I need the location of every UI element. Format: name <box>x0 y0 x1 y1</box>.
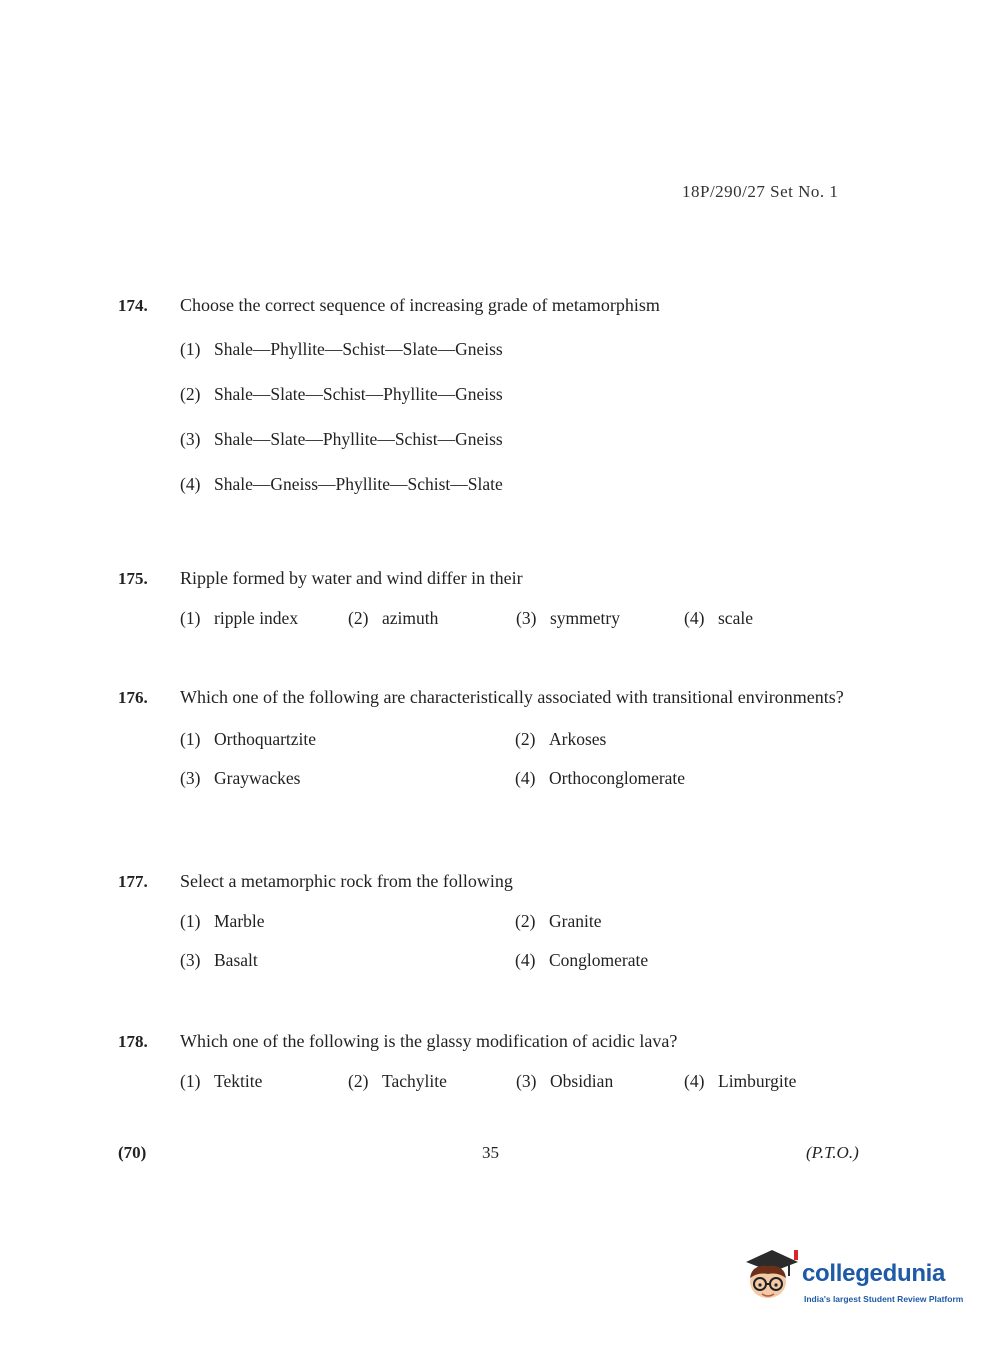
pto-label: (P.T.O.) <box>806 1143 859 1162</box>
option-number: (4) <box>684 608 705 628</box>
option-number: (2) <box>348 1071 369 1091</box>
option[interactable] <box>180 729 515 750</box>
question-number: 178. <box>118 1032 148 1051</box>
option[interactable] <box>180 950 515 971</box>
option[interactable] <box>515 729 815 750</box>
question-number: 174. <box>118 296 148 315</box>
option-text: Marble <box>214 911 265 931</box>
question-text: Which one of the following is the glassy modification of acidic lava? <box>180 1031 678 1051</box>
option[interactable] <box>180 1071 348 1092</box>
option[interactable] <box>516 1071 684 1092</box>
option-number: (3) <box>516 608 537 628</box>
option[interactable] <box>515 768 815 789</box>
option-text: Tektite <box>214 1071 263 1091</box>
option-text: Arkoses <box>549 729 607 749</box>
question-number: 177. <box>118 872 148 891</box>
option[interactable] <box>515 950 815 971</box>
option-text: Shale—Phyllite—Schist—Slate—Gneiss <box>214 339 503 359</box>
option-number: (4) <box>684 1071 705 1091</box>
option-text: Shale—Gneiss—Phyllite—Schist—Slate <box>214 474 503 494</box>
logo-wordmark: collegedunia <box>802 1260 946 1287</box>
option-text: Granite <box>549 911 602 931</box>
option[interactable] <box>180 608 348 629</box>
option-number: (2) <box>515 729 536 749</box>
options-grid <box>180 729 878 789</box>
question-174 <box>118 294 878 495</box>
option-text: Conglomerate <box>549 950 649 970</box>
option-text: Orthoquartzite <box>214 729 317 749</box>
question-176 <box>118 686 878 789</box>
option-text: Limburgite <box>718 1071 797 1091</box>
option[interactable] <box>684 608 804 629</box>
option[interactable] <box>180 768 515 789</box>
option-number: (4) <box>180 474 201 494</box>
question-text: Choose the correct sequence of increasing grade of metamorphism <box>180 295 660 315</box>
option-text: scale <box>718 608 753 628</box>
option-number: (4) <box>515 950 536 970</box>
collegedunia-logo[interactable] <box>742 1248 972 1318</box>
options-grid <box>180 911 878 971</box>
option-text: Tachylite <box>382 1071 447 1091</box>
option[interactable] <box>180 911 515 932</box>
option-number: (3) <box>180 429 201 449</box>
option-number: (2) <box>515 911 536 931</box>
page-number: 35 <box>482 1143 499 1162</box>
option-text: symmetry <box>550 608 620 628</box>
option[interactable] <box>180 339 878 360</box>
option[interactable] <box>684 1071 834 1092</box>
option-text: Shale—Slate—Phyllite—Schist—Gneiss <box>214 429 503 449</box>
question-175 <box>118 567 878 629</box>
option-number: (2) <box>180 384 201 404</box>
option[interactable] <box>348 1071 516 1092</box>
footer-code: (70) <box>118 1143 147 1162</box>
option-number: (3) <box>180 768 201 788</box>
option[interactable] <box>515 911 815 932</box>
option-number: (2) <box>348 608 369 628</box>
option[interactable] <box>180 384 878 405</box>
option-number: (1) <box>180 1071 201 1091</box>
option[interactable] <box>348 608 516 629</box>
question-177 <box>118 870 878 971</box>
option-number: (4) <box>515 768 536 788</box>
option-text: azimuth <box>382 608 439 628</box>
options-list <box>180 339 878 495</box>
option-number: (1) <box>180 339 201 359</box>
option-number: (1) <box>180 729 201 749</box>
option[interactable] <box>180 474 878 495</box>
option-number: (1) <box>180 911 201 931</box>
option-text: Shale—Slate—Schist—Phyllite—Gneiss <box>214 384 503 404</box>
set-code: 18P/290/27 Set No. 1 <box>682 182 839 201</box>
question-number: 175. <box>118 569 148 588</box>
option-number: (1) <box>180 608 201 628</box>
question-number: 176. <box>118 688 148 707</box>
option[interactable] <box>516 608 684 629</box>
question-text: Which one of the following are characteristically associated with transitional environments? <box>180 687 844 707</box>
option-text: Orthoconglomerate <box>549 768 686 788</box>
logo-tagline: India's largest Student Review Platform <box>804 1294 964 1304</box>
option-text: Graywackes <box>214 768 301 788</box>
options-row <box>180 1071 878 1092</box>
option-text: Basalt <box>214 950 258 970</box>
question-text: Select a metamorphic rock from the following <box>180 871 513 891</box>
option-text: Obsidian <box>550 1071 614 1091</box>
option-number: (3) <box>180 950 201 970</box>
option[interactable] <box>180 429 878 450</box>
option-text: ripple index <box>214 608 299 628</box>
mascot-icon <box>742 1248 800 1314</box>
question-text: Ripple formed by water and wind differ in their <box>180 568 523 588</box>
option-number: (3) <box>516 1071 537 1091</box>
options-row <box>180 608 878 629</box>
question-178 <box>118 1030 878 1092</box>
